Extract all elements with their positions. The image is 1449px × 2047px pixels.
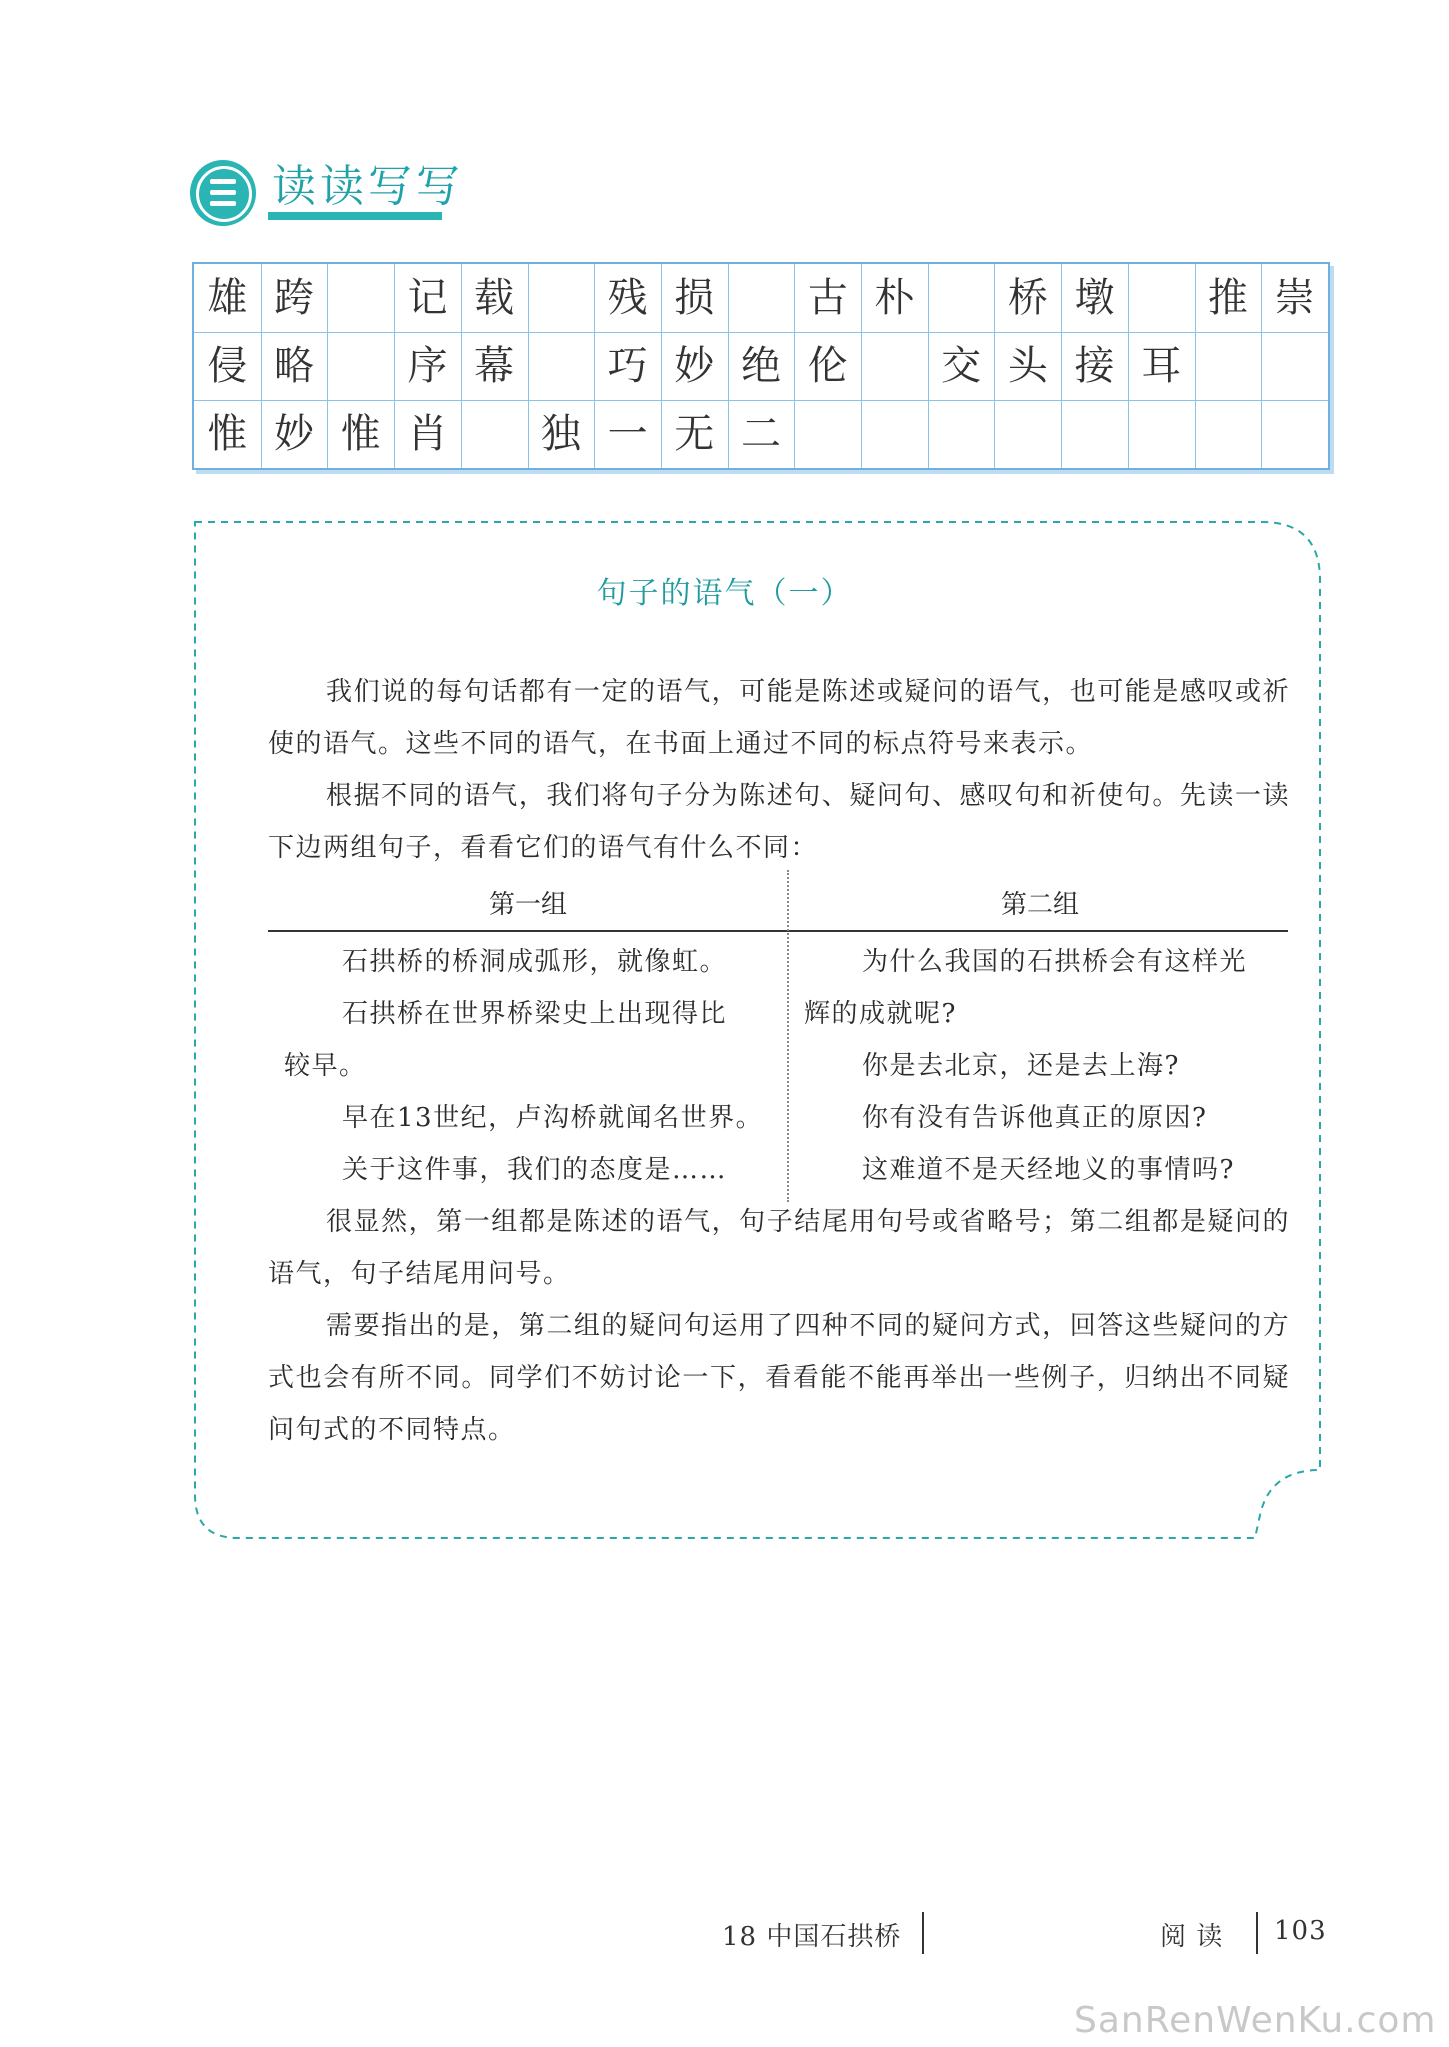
grid-cell: 妙 [674,343,715,389]
group2-line: 这难道不是天经地义的事情吗? [862,1155,1235,1185]
group2-line: 你有没有告诉他真正的原因? [862,1103,1208,1133]
table-rule [268,930,1288,932]
grid-cell: 载 [474,275,515,321]
grid-cell: 惟 [340,411,381,457]
group1-header: 第一组 [488,890,567,920]
grid-cell: 无 [674,411,715,457]
paragraph-2: 根据不同的语气，我们将句子分为陈述句、疑问句、感叹句和祈使句。先读一读下边两组句子，看看它们的语气有什么不同： [268,781,1290,863]
grid-cell: 推 [1207,275,1248,321]
grid-cell: 伦 [807,343,848,389]
grid-cell: 桥 [1007,275,1048,321]
grid-cell: 侵 [207,343,248,389]
table-divider [787,870,789,1202]
grid-cell: 一 [607,411,648,457]
knowledge-title: 句子的语气（一） [596,576,853,611]
grid-cell: 朴 [874,275,915,321]
group1-line: 石拱桥的桥洞成弧形，就像虹。 [342,947,728,977]
grid-cell: 耳 [1141,343,1182,389]
footer-lesson: 18 中国石拱桥 [722,1922,902,1952]
grid-cell: 接 [1074,343,1115,389]
grid-cell: 残 [607,275,648,321]
grid-cell: 崇 [1274,275,1315,321]
section-title: 读读写写 [272,161,464,212]
grid-cell: 古 [807,275,848,321]
page-number: 103 [1274,1916,1327,1946]
grid-cell: 妙 [274,411,315,457]
grid-cell: 二 [740,411,781,457]
watermark: SanRenWenKu.com [1074,2000,1437,2041]
footer-separator [922,1912,924,1954]
footer-unit: 阅 读 [1160,1922,1224,1952]
footer-separator [1256,1912,1258,1954]
group2-line: 为什么我国的石拱桥会有这样光 [862,947,1248,977]
grid-cell: 巧 [607,343,648,389]
group2-line: 你是去北京，还是去上海? [862,1051,1180,1081]
grid-cell: 惟 [207,411,248,457]
grid-cell: 雄 [207,275,248,321]
paragraph-3: 很显然，第一组都是陈述的语气，句子结尾用句号或省略号；第二组都是疑问的语气，句子结尾用问号。 [268,1207,1290,1289]
grid-cell: 肖 [407,411,448,457]
grid-cell: 墩 [1074,275,1115,321]
group1-line: 较早。 [284,1051,367,1081]
grid-cell: 略 [274,343,315,389]
group2-header: 第二组 [1000,890,1079,920]
group2-line: 辉的成就呢? [804,999,957,1029]
grid-cell: 序 [407,343,448,389]
group1-line: 石拱桥在世界桥梁史上出现得比 [342,999,728,1029]
grid-cell: 跨 [274,275,315,321]
paragraph-1: 我们说的每句话都有一定的语气，可能是陈述或疑问的语气，也可能是感叹或祈使的语气。这些不同的语气，在书面上通过不同的标点符号来表示。 [268,677,1290,759]
grid-cell: 交 [941,343,982,389]
group1-line: 早在13世纪，卢沟桥就闻名世界。 [342,1103,764,1133]
group1-line: 关于这件事，我们的态度是…… [342,1155,728,1185]
grid-cell: 损 [674,275,715,321]
grid-cell: 头 [1007,343,1048,389]
grid-cell: 记 [407,275,448,321]
grid-cell: 幕 [474,343,515,389]
grid-cell: 绝 [740,343,781,389]
paragraph-4: 需要指出的是，第二组的疑问句运用了四种不同的疑问方式，回答这些疑问的方式也会有所不同。同学们不妨讨论一下，看看能不能再举出一些例子，归纳出不同疑问句式的不同特点。 [268,1311,1290,1445]
grid-cell: 独 [540,411,581,457]
